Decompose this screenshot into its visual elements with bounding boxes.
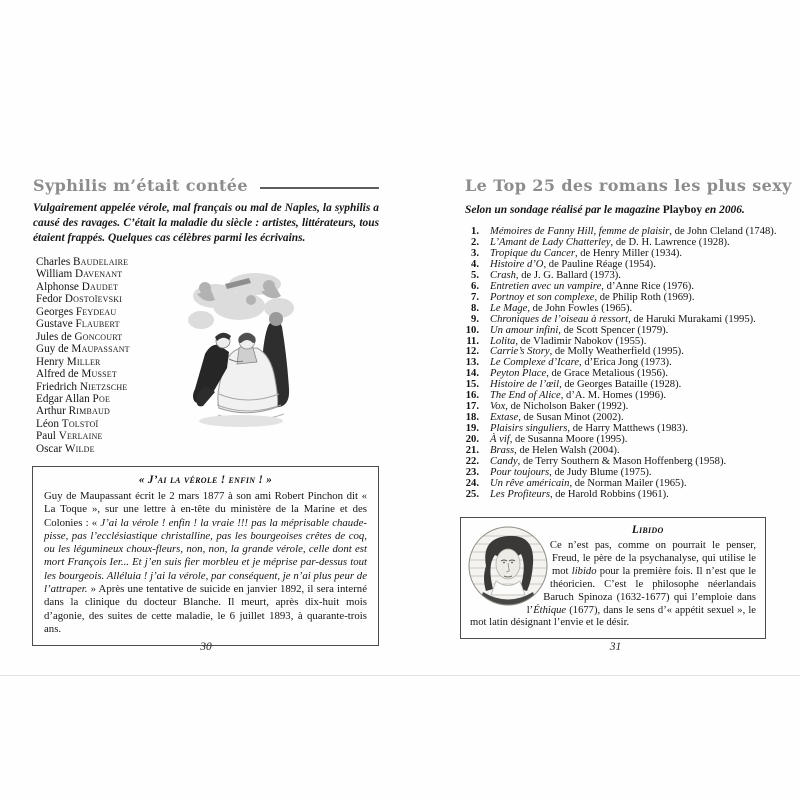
novel-author: , de Haruki Murakami (1995). bbox=[628, 313, 756, 325]
novel-author: , de Molly Weatherfield (1995). bbox=[549, 346, 684, 358]
author-row bbox=[36, 393, 196, 405]
novel-title: À vif bbox=[490, 434, 510, 446]
novel-author: , de Norman Mailer (1965). bbox=[569, 477, 687, 489]
novel-number: 10. bbox=[465, 324, 479, 336]
libido-box-title: Libido bbox=[631, 524, 664, 536]
author-last: Rimbaud bbox=[68, 405, 110, 418]
author-first: William bbox=[36, 268, 73, 281]
authors-list bbox=[36, 256, 196, 455]
author-row bbox=[36, 331, 196, 343]
quote-box-title: « J’ai la vérole ! enfin ! » bbox=[138, 474, 273, 486]
novel-number: 6. bbox=[471, 280, 479, 292]
left-page-heading bbox=[33, 176, 379, 195]
author-last: Verlaine bbox=[58, 430, 103, 443]
author-row bbox=[36, 293, 196, 305]
author-row bbox=[36, 281, 196, 293]
quote-box-text bbox=[44, 490, 367, 636]
author-first: Gustave bbox=[36, 318, 73, 331]
author-row bbox=[36, 256, 196, 268]
novel-number: 11. bbox=[466, 335, 479, 347]
author-first: Charles bbox=[36, 256, 71, 268]
quote-narration-2: » Après une tentative de suicide en janvier 1892, il sera interné dans la clinique du docteur Blanche. Il meurt, après dix-huit mois d’agonie, des suites de cette maladie, le 6 juillet 1893, à quarante-trois ans. bbox=[44, 583, 367, 635]
right-page-title: Le Top 25 des romans les plus sexy bbox=[465, 176, 792, 195]
novel-author: , de Grace Metalious (1956). bbox=[546, 368, 668, 380]
author-first: Friedrich bbox=[36, 380, 78, 393]
author-first: Fedor bbox=[36, 293, 63, 306]
intro-pre: Selon un sondage réalisé par le magazine bbox=[465, 204, 663, 216]
novel-author: , de Nicholson Baker (1992). bbox=[505, 401, 629, 413]
author-last: Nietzsche bbox=[79, 380, 128, 393]
novel-author: , de Susan Minot (2002). bbox=[518, 412, 624, 424]
novel-author: , de Henry Miller (1934). bbox=[574, 247, 683, 259]
author-first: Arthur bbox=[36, 405, 66, 418]
novel-author: , de Harold Robbins (1961). bbox=[549, 488, 669, 500]
novel-title: Les Profiteurs bbox=[490, 488, 550, 500]
author-row bbox=[36, 443, 196, 455]
author-row bbox=[36, 268, 196, 280]
right-page-heading bbox=[465, 176, 792, 195]
novel-number: 24. bbox=[465, 477, 479, 489]
author-first: Oscar bbox=[36, 442, 63, 455]
novel-title: Peyton Place bbox=[490, 368, 547, 380]
novel-number: 1. bbox=[471, 226, 479, 237]
left-page-number: 30 bbox=[200, 641, 212, 653]
libido-segment-2: pour la première fois. Il n’est que le théoricien. C’est le philosophe néerlandais Baruch Spinoza (1632-1677) qui l’emploie dans l’ bbox=[526, 565, 756, 616]
author-row bbox=[36, 318, 196, 330]
novel-title: The End of Alice bbox=[490, 390, 561, 402]
novel-title: Un amour infini bbox=[490, 324, 559, 336]
novel-number: 23. bbox=[465, 466, 479, 478]
novel-author: , de John Cleland (1748). bbox=[669, 226, 777, 237]
novel-number: 3. bbox=[471, 247, 479, 259]
novel-number: 4. bbox=[471, 258, 479, 270]
author-last: Feydeau bbox=[75, 305, 117, 318]
novel-title: Un rêve américain bbox=[490, 477, 570, 489]
left-intro-text: Vulgairement appelée vérole, mal français ou mal de Naples, la syphilis a causé des ravages. C’était la maladie du siècle : artistes, littérateurs, tous étaient frappés. Quelques cas célèbres parmi les écrivains. bbox=[33, 202, 379, 245]
novel-number: 21. bbox=[465, 445, 479, 457]
novels-list bbox=[462, 226, 777, 501]
libido-word: libido bbox=[571, 565, 597, 577]
novel-author: , de Scott Spencer (1979). bbox=[558, 324, 669, 336]
author-last: Tolstoï bbox=[61, 417, 99, 430]
author-first: Alphonse bbox=[36, 280, 79, 293]
author-first: Alfred de bbox=[36, 368, 79, 381]
novel-title: L’Amant de Lady Chatterley bbox=[490, 236, 611, 248]
novel-number: 16. bbox=[465, 390, 479, 402]
author-first: Guy de bbox=[36, 343, 69, 356]
novel-number: 12. bbox=[465, 346, 479, 358]
author-row bbox=[36, 368, 196, 380]
novel-number: 15. bbox=[465, 379, 479, 391]
novel-title: Crash bbox=[490, 269, 516, 281]
libido-box bbox=[460, 517, 766, 639]
novel-number: 18. bbox=[465, 412, 479, 424]
intro-magazine-name: Playboy bbox=[662, 204, 703, 216]
author-first: Edgar Allan bbox=[36, 392, 90, 405]
author-first: Léon bbox=[36, 417, 59, 430]
author-last: Davenant bbox=[75, 268, 123, 281]
novel-author: , de Vladimir Nabokov (1955). bbox=[515, 335, 647, 347]
intro-post: en 2006. bbox=[702, 204, 745, 216]
novel-author: , de Terry Southern & Mason Hoffenberg (1958). bbox=[517, 456, 727, 468]
author-first: Georges bbox=[36, 305, 74, 318]
author-first: Henry bbox=[36, 355, 64, 368]
novel-author: , d’Erica Jong (1973). bbox=[579, 357, 672, 369]
libido-segment-3: (1677), dans le sens d’« appétit sexuel », le mot latin désignant l’envie et le désir. bbox=[470, 604, 756, 629]
quote-box bbox=[32, 466, 379, 646]
novel-number: 2. bbox=[471, 236, 479, 248]
author-row bbox=[36, 356, 196, 368]
novel-title: Candy bbox=[490, 456, 518, 468]
novel-number: 7. bbox=[471, 291, 479, 303]
novel-title: Plaisirs singuliers bbox=[490, 423, 568, 435]
novel-number: 25. bbox=[465, 488, 479, 500]
novel-number: 13. bbox=[465, 357, 479, 369]
novel-author: , de J. G. Ballard (1973). bbox=[515, 269, 621, 281]
novel-author: , de Harry Matthews (1983). bbox=[567, 423, 689, 435]
quote-italic: J’ai la vérole ! enfin ! la vraie !!! pas la méprisable chaude-pisse, pas l’ecclésiastique christalline, pas les bourgeoises crêtes de coq, ou les légumineux choux-fleurs, non, non, la grande vérole, celle dont est mort François Ier... Et j’en suis fier morbleu et je méprise par-dessus tout les bourgeois. Alléluia ! j’ai la vérole, par conséquent, je n’ai plus peur de l’attraper. bbox=[44, 516, 367, 596]
novel-number: 5. bbox=[471, 269, 479, 281]
author-row bbox=[36, 381, 196, 393]
novel-number: 14. bbox=[465, 368, 479, 380]
novel-author: , de Philip Roth (1969). bbox=[594, 291, 695, 303]
author-last: Goncourt bbox=[74, 330, 123, 343]
libido-segment-1: Ce n’est pas, comme on pourrait le penser, Freud, le père de la psychanalyse, qui utilise le mot bbox=[549, 540, 756, 577]
author-last: Wilde bbox=[64, 442, 95, 455]
novel-title: Carrie’s Story bbox=[490, 346, 550, 358]
author-last: Daudet bbox=[81, 280, 119, 293]
novel-author: , de Susanna Moore (1995). bbox=[509, 434, 628, 446]
novel-author: , d’A. M. Homes (1996). bbox=[560, 390, 667, 402]
novel-title: Histoire de l’œil bbox=[490, 379, 560, 391]
novel-author: , de Helen Walsh (2004). bbox=[514, 445, 620, 457]
author-last: Flaubert bbox=[75, 318, 120, 331]
author-row bbox=[36, 343, 196, 355]
novel-title: Le Mage bbox=[490, 302, 528, 314]
novel-title: Lolita bbox=[490, 335, 516, 347]
novel-author: , d’Anne Rice (1976). bbox=[601, 280, 694, 292]
novel-title: Vox bbox=[490, 401, 506, 413]
author-last: Maupassant bbox=[71, 343, 130, 356]
couple-engraving-illustration bbox=[185, 266, 297, 434]
author-last: Musset bbox=[81, 368, 117, 381]
left-title-rule bbox=[260, 187, 379, 189]
novel-number: 20. bbox=[465, 434, 479, 446]
author-row bbox=[36, 430, 196, 442]
novel-title: Mémoires de Fanny Hill, femme de plaisir bbox=[490, 226, 670, 237]
author-row bbox=[36, 405, 196, 417]
author-last: Dostoïevski bbox=[64, 293, 123, 306]
author-row bbox=[36, 306, 196, 318]
novel-title: Brass bbox=[490, 445, 515, 457]
author-first: Paul bbox=[36, 430, 56, 443]
author-row bbox=[36, 418, 196, 430]
author-first: Jules de bbox=[36, 330, 72, 343]
novel-title: Portnoy et son complexe bbox=[490, 291, 595, 303]
novel-title: Entretien avec un vampire bbox=[490, 280, 602, 292]
right-page-number: 31 bbox=[609, 641, 622, 653]
novel-title: Extase bbox=[490, 412, 519, 424]
novel-title: Le Complexe d’Icare bbox=[490, 357, 580, 369]
novel-author: , de D. H. Lawrence (1928). bbox=[610, 236, 730, 248]
quote-narration-1: Guy de Maupassant écrit le 2 mars 1877 à son ami Robert Pinchon dit « La Toque », sur une lettre à en-tête du ministère de la Marine et des Colonies : « bbox=[44, 490, 367, 529]
novel-number: 9. bbox=[471, 313, 479, 325]
author-last: Miller bbox=[66, 355, 101, 368]
author-last: Poe bbox=[92, 392, 111, 405]
novel-author: , de Judy Blume (1975). bbox=[549, 466, 652, 478]
left-page-title: Syphilis m’était contée bbox=[33, 176, 248, 195]
novel-number: 17. bbox=[465, 401, 479, 413]
ethique-word: Éthique bbox=[533, 604, 567, 616]
novel-author: , de Pauline Réage (1954). bbox=[543, 258, 656, 270]
novel-title: Histoire d’O bbox=[490, 258, 544, 270]
novel-author: , de John Fowles (1965). bbox=[527, 302, 633, 314]
novel-title: Tropique du Cancer bbox=[490, 247, 575, 259]
novel-row bbox=[462, 490, 768, 501]
author-last: Baudelaire bbox=[72, 256, 129, 268]
novel-author: , de Georges Bataille (1928). bbox=[559, 379, 682, 391]
novel-title: Chroniques de l’oiseau à ressort bbox=[490, 313, 629, 325]
page-bottom-edge bbox=[0, 675, 800, 676]
spinoza-portrait-engraving bbox=[468, 526, 548, 606]
novel-number: 22. bbox=[465, 456, 479, 468]
novel-title: Pour toujours bbox=[490, 466, 550, 478]
novel-number: 19. bbox=[465, 423, 479, 435]
right-intro-text bbox=[465, 203, 766, 218]
novel-number: 8. bbox=[471, 302, 479, 314]
